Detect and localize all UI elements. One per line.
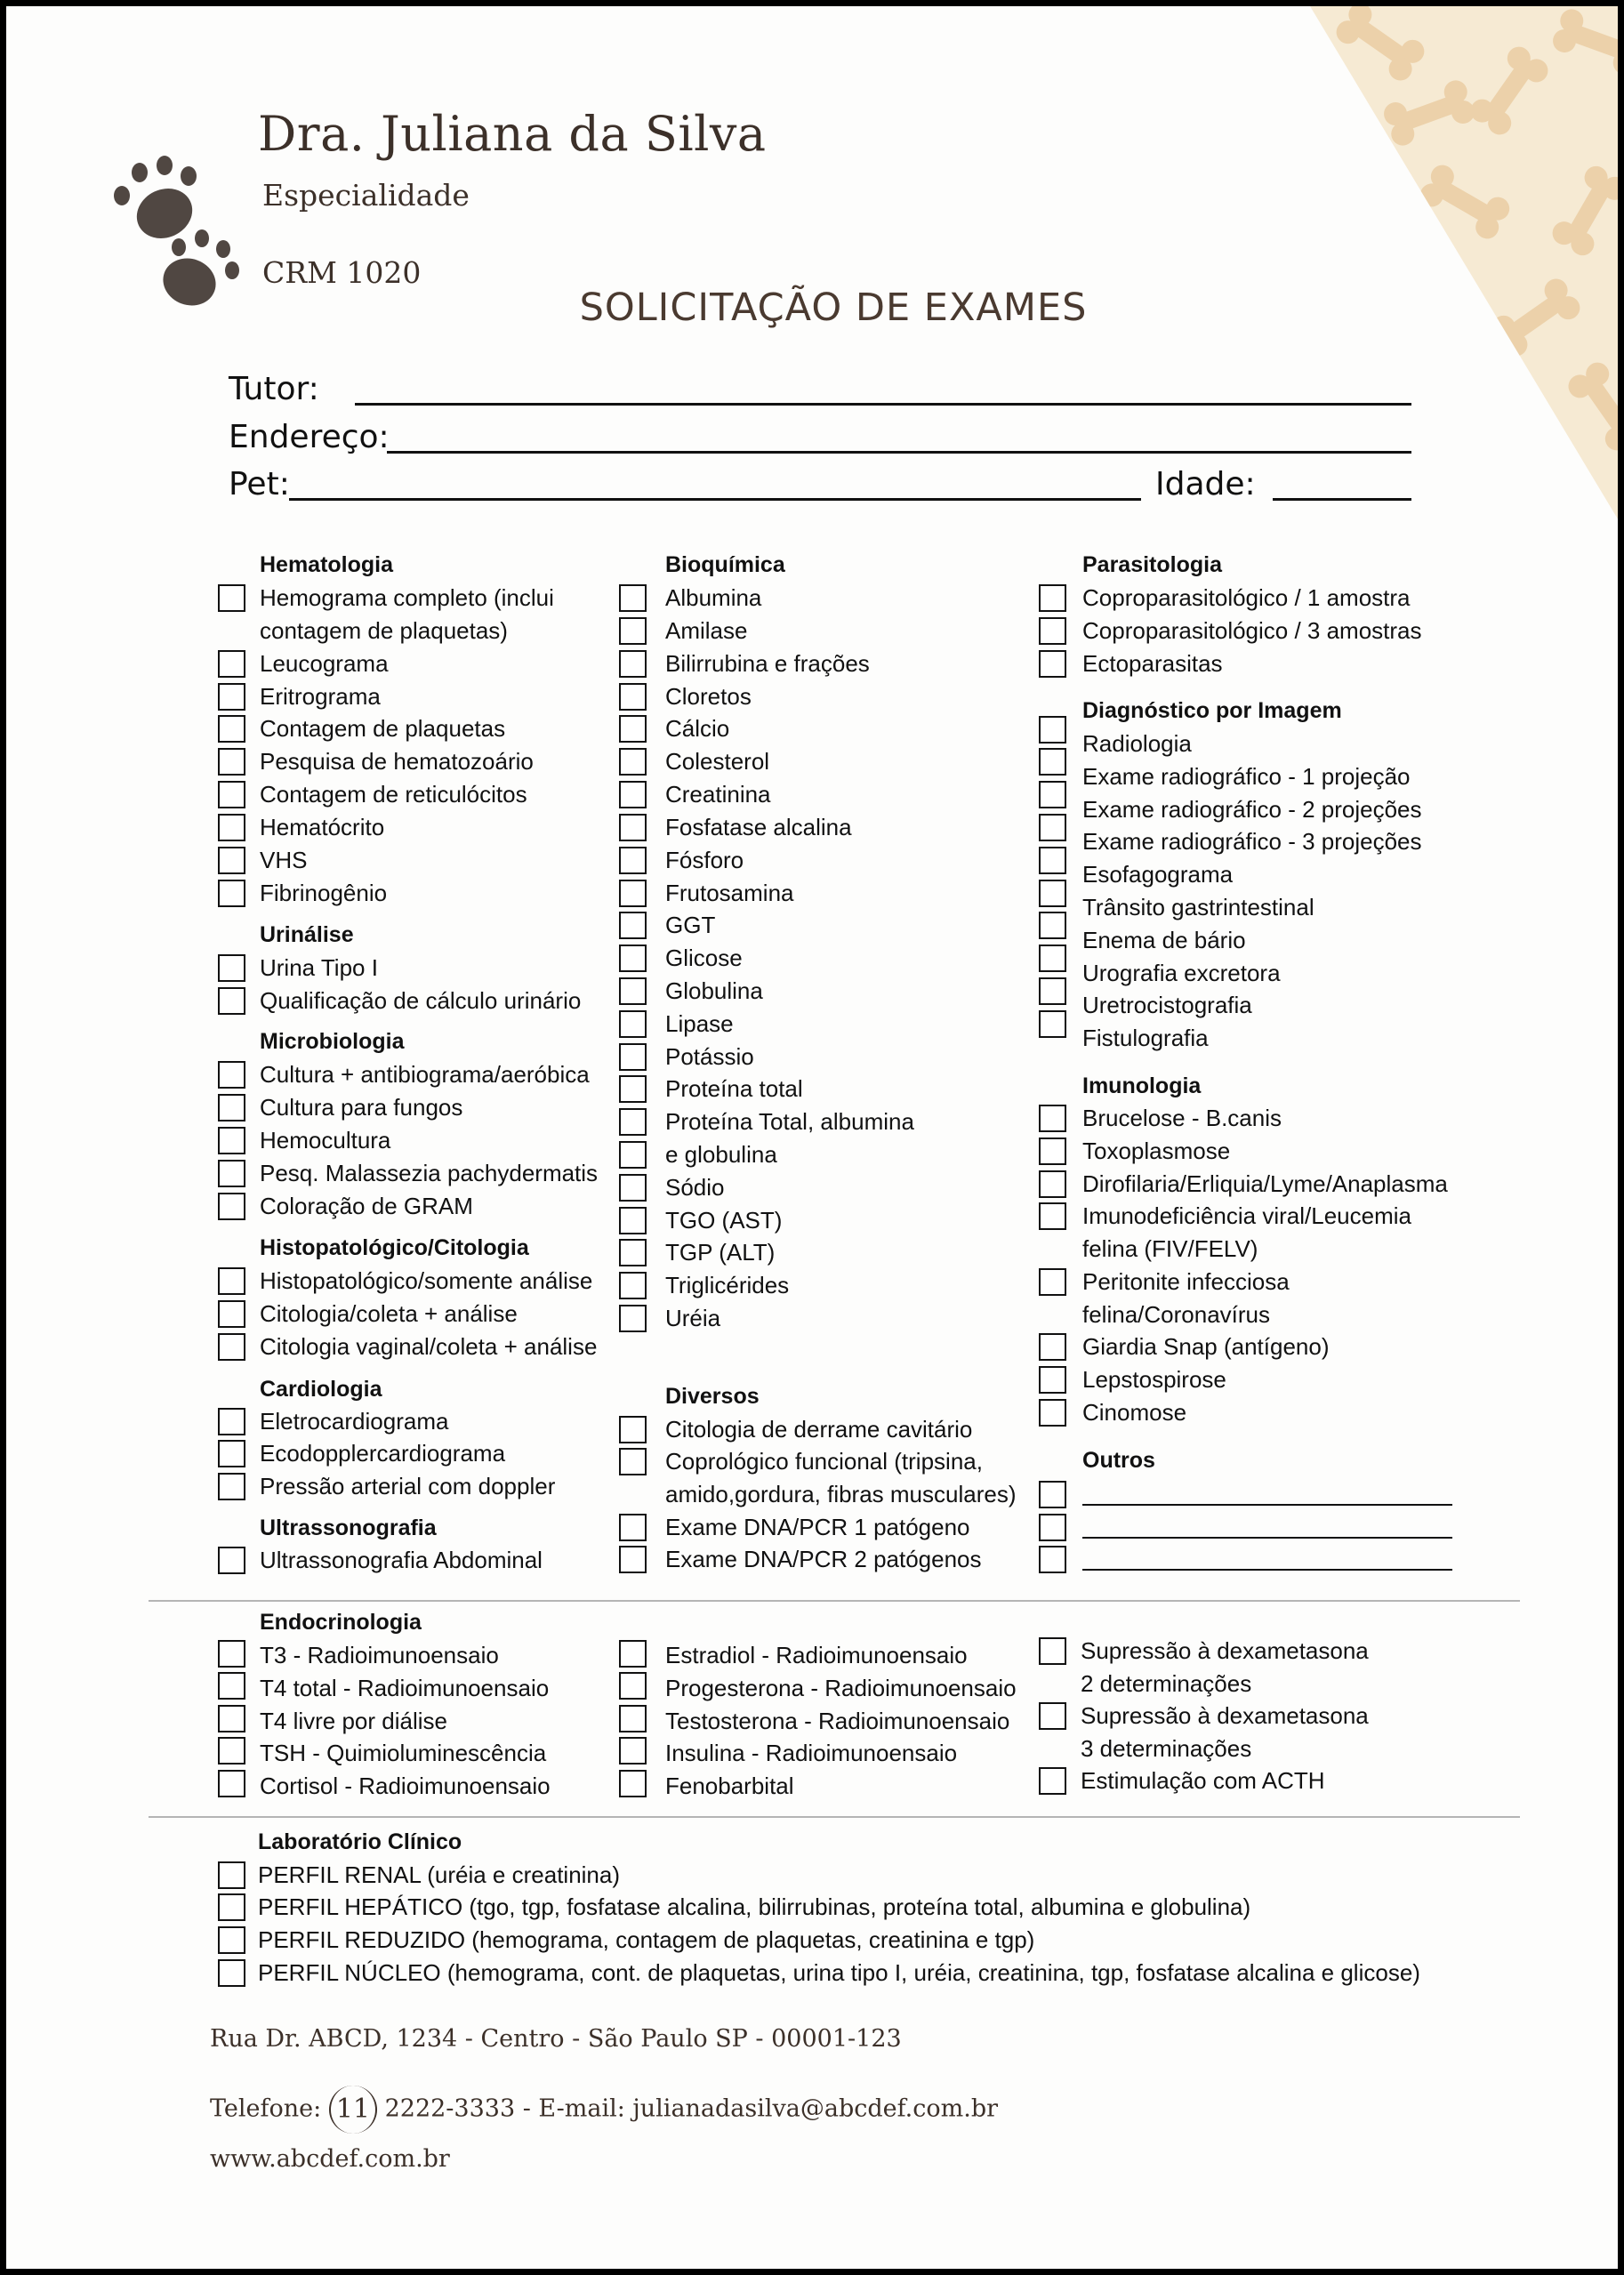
exam-label: Eritrograma <box>260 683 381 710</box>
exam-label: Progesterona - Radioimunoensaio <box>665 1675 1017 1701</box>
checkbox[interactable] <box>1039 1202 1066 1230</box>
checkbox[interactable] <box>1039 912 1066 939</box>
checkbox[interactable] <box>218 1737 245 1765</box>
section-urinalise: Urinálise <box>260 922 354 947</box>
exam-label: e globulina <box>665 1141 777 1168</box>
exam-label: Lepstospirose <box>1082 1366 1226 1393</box>
checkbox[interactable] <box>619 1305 647 1332</box>
checkbox[interactable] <box>619 945 647 972</box>
exam-label: Albumina <box>665 584 762 611</box>
checkbox[interactable] <box>619 1448 647 1475</box>
checkbox[interactable] <box>218 683 245 711</box>
checkbox[interactable] <box>619 1010 647 1038</box>
checkbox[interactable] <box>1039 584 1066 612</box>
exam-label: Contagem de plaquetas <box>260 715 506 742</box>
checkbox[interactable] <box>619 847 647 874</box>
exam-label: Pesq. Malassezia pachydermatis <box>260 1160 599 1186</box>
exam-label: Frutosamina <box>665 880 794 906</box>
exam-label: Brucelose - B.canis <box>1082 1105 1282 1131</box>
exam-label: T4 livre por diálise <box>260 1708 447 1734</box>
checkbox[interactable] <box>218 1193 245 1220</box>
checkbox[interactable] <box>1039 748 1066 776</box>
exam-label: Hemograma completo (inclui <box>260 584 554 611</box>
checkbox[interactable] <box>619 1770 647 1797</box>
checkbox[interactable] <box>619 912 647 939</box>
checkbox[interactable] <box>218 1770 245 1797</box>
exam-label: Coproparasitológico / 3 amostras <box>1082 617 1422 644</box>
checkbox[interactable] <box>1039 1333 1066 1361</box>
exam-label: Pesquisa de hematozoário <box>260 748 534 775</box>
checkbox[interactable] <box>1039 847 1066 874</box>
checkbox[interactable] <box>218 987 245 1015</box>
checkbox[interactable] <box>1039 781 1066 808</box>
exam-label: amido,gordura, fibras musculares) <box>665 1481 1017 1507</box>
checkbox[interactable] <box>218 1267 245 1295</box>
checkbox[interactable] <box>218 1127 245 1154</box>
checkbox[interactable] <box>218 1640 245 1668</box>
checkbox[interactable] <box>619 1705 647 1732</box>
exam-label: Globulina <box>665 977 763 1004</box>
exam-label: Radiologia <box>1082 730 1192 757</box>
checkbox[interactable] <box>619 715 647 743</box>
doctor-name: Dra. Juliana da Silva <box>258 106 767 162</box>
checkbox[interactable] <box>619 683 647 711</box>
website-link[interactable]: www.abcdef.com.br <box>210 2145 450 2173</box>
exam-label: Fósforo <box>665 847 744 873</box>
exam-label: PERFIL RENAL (uréia e creatinina) <box>258 1861 621 1888</box>
exam-label: TGO (AST) <box>665 1207 783 1234</box>
exam-label: Uréia <box>665 1305 721 1331</box>
section-diagnostico-imagem: Diagnóstico por Imagem <box>1082 698 1342 723</box>
section-imunologia: Imunologia <box>1082 1073 1202 1098</box>
exam-label: Contagem de reticulócitos <box>260 781 527 808</box>
exam-label: Giardia Snap (antígeno) <box>1082 1333 1330 1360</box>
checkbox[interactable] <box>1039 1399 1066 1427</box>
section-parasitologia: Parasitologia <box>1082 552 1222 577</box>
exam-label: Sódio <box>665 1174 725 1201</box>
section-microbiologia: Microbiologia <box>260 1029 405 1054</box>
phone-area-code: 11 <box>329 2086 377 2134</box>
section-cardiologia: Cardiologia <box>260 1377 382 1402</box>
exam-label: T4 total - Radioimunoensaio <box>260 1675 550 1701</box>
exam-label: Esofagograma <box>1082 861 1234 888</box>
exam-label: Glicose <box>665 945 743 971</box>
exam-label: Estradiol - Radioimunoensaio <box>665 1642 968 1668</box>
section-endocrinologia: Endocrinologia <box>260 1610 422 1635</box>
exam-label: Exame radiográfico - 2 projeções <box>1082 796 1422 823</box>
checkbox[interactable] <box>619 1546 647 1573</box>
checkbox[interactable] <box>1039 1481 1066 1508</box>
address-label: Endereço: <box>229 419 390 455</box>
exam-label: Supressão à dexametasona <box>1081 1637 1369 1664</box>
exam-label: Ectoparasitas <box>1082 650 1223 677</box>
checkbox[interactable] <box>1039 650 1066 678</box>
exam-label: Citologia vaginal/coleta + análise <box>260 1333 598 1360</box>
exam-label: Cultura para fungos <box>260 1094 463 1121</box>
exam-label: Pressão arterial com doppler <box>260 1473 556 1499</box>
checkbox[interactable] <box>1039 1138 1066 1165</box>
checkbox[interactable] <box>1039 716 1066 744</box>
checkbox[interactable] <box>218 1959 245 1987</box>
checkbox[interactable] <box>218 1094 245 1121</box>
exam-label: Coproparasitológico / 1 amostra <box>1082 584 1411 611</box>
checkbox[interactable] <box>619 1174 647 1202</box>
exam-label: Cortisol - Radioimunoensaio <box>260 1773 551 1799</box>
exam-label: Peritonite infecciosa <box>1082 1268 1290 1295</box>
section-hematologia: Hematologia <box>260 552 394 577</box>
tutor-field[interactable] <box>355 403 1411 406</box>
checkbox[interactable] <box>619 1737 647 1765</box>
checkbox[interactable] <box>619 584 647 612</box>
checkbox[interactable] <box>619 617 647 645</box>
other-exam-field[interactable] <box>1082 1569 1452 1571</box>
exam-label: Urografia excretora <box>1082 960 1281 986</box>
exam-label: Eletrocardiograma <box>260 1408 449 1435</box>
checkbox[interactable] <box>218 954 245 982</box>
phone-and-email[interactable]: 2222-3333 - E-mail: julianadasilva@abcdef.com.br <box>384 2094 999 2123</box>
checkbox[interactable] <box>619 1640 647 1668</box>
section-outros: Outros <box>1082 1448 1155 1473</box>
contact-line <box>210 2086 998 2134</box>
exam-label: Lipase <box>665 1010 734 1037</box>
exam-label: GGT <box>665 912 716 938</box>
checkbox[interactable] <box>619 1272 647 1299</box>
exam-label: Fibrinogênio <box>260 880 388 906</box>
exam-label: Proteína Total, albumina <box>665 1108 914 1135</box>
checkbox[interactable] <box>619 1108 647 1136</box>
checkbox[interactable] <box>218 1300 245 1328</box>
checkbox[interactable] <box>218 715 245 743</box>
checkbox[interactable] <box>1039 880 1066 907</box>
section-ultrassonografia: Ultrassonografia <box>260 1515 437 1540</box>
checkbox[interactable] <box>1039 814 1066 841</box>
tutor-label: Tutor: <box>229 371 319 407</box>
checkbox[interactable] <box>1039 1546 1066 1573</box>
exam-label: Exame DNA/PCR 1 patógeno <box>665 1514 970 1540</box>
exam-label: Fistulografia <box>1082 1025 1209 1051</box>
checkbox[interactable] <box>218 847 245 874</box>
exam-label: Colesterol <box>665 748 770 775</box>
crm-number: CRM 1020 <box>262 255 422 290</box>
exam-label: Potássio <box>665 1043 754 1070</box>
exam-label: TGP (ALT) <box>665 1239 776 1266</box>
section-laboratorio-clinico: Laboratório Clínico <box>258 1829 462 1854</box>
exam-label: PERFIL NÚCLEO (hemograma, cont. de plaquetas, urina tipo I, uréia, creatinina, tgp, fosfatase alcalina e glicose) <box>258 1959 1420 1986</box>
checkbox[interactable] <box>1039 1514 1066 1541</box>
exam-label: Amilase <box>665 617 748 644</box>
checkbox[interactable] <box>619 1141 647 1169</box>
checkbox[interactable] <box>1039 1366 1066 1394</box>
checkbox[interactable] <box>218 748 245 776</box>
checkbox[interactable] <box>1039 617 1066 645</box>
exam-label: Toxoplasmose <box>1082 1138 1231 1164</box>
age-field[interactable] <box>1273 498 1411 501</box>
exam-label: Supressão à dexametasona <box>1081 1702 1369 1729</box>
exam-label: Hematócrito <box>260 814 385 840</box>
exam-label: Cálcio <box>665 715 730 742</box>
checkbox[interactable] <box>619 1514 647 1541</box>
clinic-address: Rua Dr. ABCD, 1234 - Centro - São Paulo SP - 00001-123 <box>210 2025 902 2053</box>
exam-label: PERFIL HEPÁTICO (tgo, tgp, fosfatase alcalina, bilirrubinas, proteína total, albumina e globulina) <box>258 1893 1251 1920</box>
divider <box>149 1600 1520 1602</box>
checkbox[interactable] <box>218 1440 245 1467</box>
checkbox[interactable] <box>218 880 245 907</box>
exam-label: Imunodeficiência viral/Leucemia <box>1082 1202 1411 1229</box>
exam-label: felina/Coronavírus <box>1082 1301 1270 1328</box>
exam-label: Histopatológico/somente análise <box>260 1267 593 1294</box>
checkbox[interactable] <box>619 781 647 808</box>
exam-label: Ultrassonografia Abdominal <box>260 1547 543 1573</box>
checkbox[interactable] <box>619 814 647 841</box>
exam-label: Ecodopplercardiograma <box>260 1440 506 1467</box>
exam-label: Exame DNA/PCR 2 patógenos <box>665 1546 982 1572</box>
exam-label: Testosterona - Radioimunoensaio <box>665 1708 1010 1734</box>
checkbox[interactable] <box>619 1043 647 1071</box>
exam-label: TSH - Quimioluminescência <box>260 1740 547 1766</box>
exam-label: Trânsito gastrintestinal <box>1082 894 1314 920</box>
checkbox[interactable] <box>619 748 647 776</box>
checkbox[interactable] <box>218 1893 245 1921</box>
section-histopatologico: Histopatológico/Citologia <box>260 1235 529 1260</box>
checkbox[interactable] <box>619 650 647 678</box>
exam-label: 3 determinações <box>1081 1735 1252 1762</box>
exam-label: Cloretos <box>665 683 752 710</box>
exam-label: Fosfatase alcalina <box>665 814 852 840</box>
exam-label: Exame radiográfico - 3 projeções <box>1082 828 1422 855</box>
checkbox[interactable] <box>218 1672 245 1700</box>
exam-label: felina (FIV/FELV) <box>1082 1235 1258 1262</box>
exam-label: Coprológico funcional (tripsina, <box>665 1448 983 1475</box>
checkbox[interactable] <box>619 1416 647 1443</box>
checkbox[interactable] <box>1039 1268 1066 1296</box>
exam-label: Creatinina <box>665 781 771 808</box>
section-diversos: Diversos <box>665 1384 760 1409</box>
exam-label: Fenobarbital <box>665 1773 794 1799</box>
exam-label: Estimulação com ACTH <box>1081 1767 1325 1794</box>
checkbox[interactable] <box>1039 1010 1066 1038</box>
checkbox[interactable] <box>218 1408 245 1435</box>
address-field[interactable] <box>387 451 1411 454</box>
exam-label: VHS <box>260 847 308 873</box>
age-label: Idade: <box>1155 466 1256 502</box>
exam-label: Cultura + antibiograma/aeróbica <box>260 1061 590 1088</box>
exam-label: Uretrocistografia <box>1082 992 1252 1018</box>
checkbox[interactable] <box>218 781 245 808</box>
divider <box>149 1816 1520 1818</box>
checkbox[interactable] <box>218 1861 245 1889</box>
exam-label: Triglicérides <box>665 1272 790 1298</box>
checkbox[interactable] <box>619 1075 647 1103</box>
checkbox[interactable] <box>218 1333 245 1361</box>
exam-label: Citologia/coleta + análise <box>260 1300 518 1327</box>
pet-label: Pet: <box>229 466 290 502</box>
checkbox[interactable] <box>1039 977 1066 1005</box>
exam-label: Exame radiográfico - 1 projeção <box>1082 763 1411 790</box>
pet-field[interactable] <box>289 498 1141 501</box>
checkbox[interactable] <box>1039 1702 1066 1730</box>
checkbox[interactable] <box>619 977 647 1005</box>
checkbox[interactable] <box>218 1473 245 1500</box>
exam-label: T3 - Radioimunoensaio <box>260 1642 499 1668</box>
exam-label: Bilirrubina e frações <box>665 650 870 677</box>
checkbox[interactable] <box>218 1061 245 1089</box>
checkbox[interactable] <box>1039 1105 1066 1132</box>
checkbox[interactable] <box>218 1705 245 1732</box>
exam-label: Citologia de derrame cavitário <box>665 1416 973 1443</box>
checkbox[interactable] <box>218 1160 245 1187</box>
checkbox[interactable] <box>1039 1170 1066 1198</box>
checkbox[interactable] <box>218 584 245 612</box>
exam-label: Proteína total <box>665 1075 803 1102</box>
specialty: Especialidade <box>262 178 470 213</box>
exam-label: Insulina - Radioimunoensaio <box>665 1740 958 1766</box>
other-exam-field[interactable] <box>1082 1537 1452 1539</box>
checkbox[interactable] <box>218 1926 245 1954</box>
checkbox[interactable] <box>218 650 245 678</box>
exam-label: 2 determinações <box>1081 1670 1252 1697</box>
other-exam-field[interactable] <box>1082 1504 1452 1506</box>
exam-label: Enema de bário <box>1082 927 1246 953</box>
exam-label: contagem de plaquetas) <box>260 617 508 644</box>
exam-label: Cinomose <box>1082 1399 1187 1426</box>
checkbox[interactable] <box>218 1547 245 1574</box>
checkbox[interactable] <box>1039 945 1066 972</box>
exam-label: Coloração de GRAM <box>260 1193 473 1219</box>
checkbox[interactable] <box>619 1672 647 1700</box>
checkbox[interactable] <box>619 1207 647 1234</box>
exam-label: Hemocultura <box>260 1127 391 1154</box>
page-title: SOLICITAÇÃO DE EXAMES <box>579 285 1088 330</box>
checkbox[interactable] <box>619 1239 647 1266</box>
checkbox[interactable] <box>619 880 647 907</box>
exam-label: Qualificação de cálculo urinário <box>260 987 582 1014</box>
checkbox[interactable] <box>1039 1767 1066 1795</box>
checkbox[interactable] <box>218 814 245 841</box>
exam-label: Urina Tipo I <box>260 954 378 981</box>
exam-label: PERFIL REDUZIDO (hemograma, contagem de plaquetas, creatinina e tgp) <box>258 1926 1035 1953</box>
section-bioquimica: Bioquímica <box>665 552 785 577</box>
exam-label: Dirofilaria/Erliquia/Lyme/Anaplasma <box>1082 1170 1448 1197</box>
exam-label: Leucograma <box>260 650 389 677</box>
checkbox[interactable] <box>1039 1637 1066 1665</box>
phone-label: Telefone: <box>210 2094 322 2123</box>
